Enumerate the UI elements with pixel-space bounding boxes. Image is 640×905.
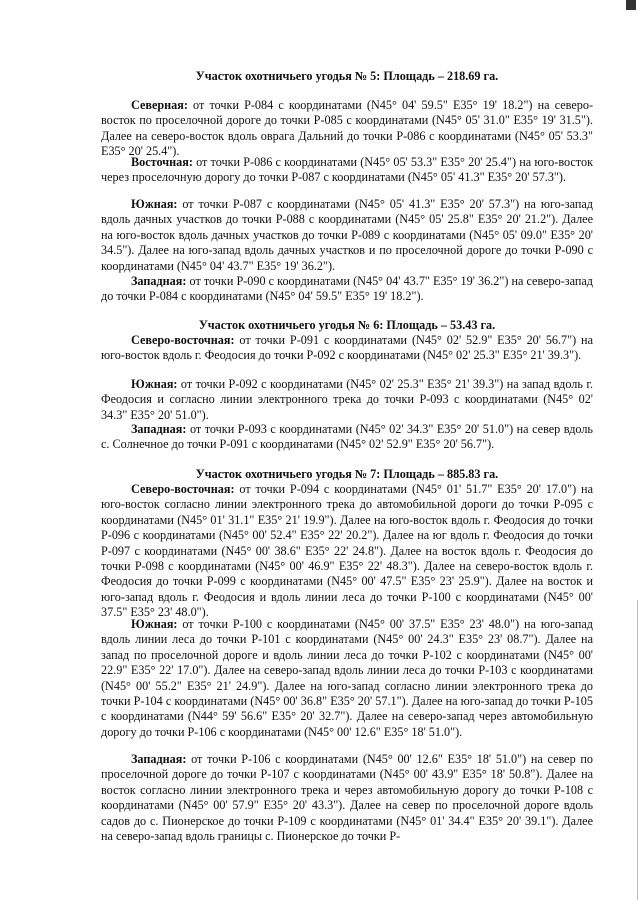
boundary-label: Южная: xyxy=(131,617,178,631)
boundary-text: от точки Р-094 с координатами (N45° 01' 51.7" E35° 20' 17.0") на юго-восток согласно линии электронного трека до автомобильной дороги до точки Р-095 с координатами (N45° 01' 31.1" E35° 21' 19.9"). Далее на юго-восток вдоль г. Феодосия до точки Р-096 с координатами (N45° 00' 52.4" E35° 22' 20.2"). Далее на юг вдоль г. Феодосия до точки Р-097 с координатами (N45° 00' 38.6" E35° 22' 24.8"). Далее на восток вдоль г. Феодосия до точки Р-098 с координатами (N45° 00' 46.9" E35° 22' 48.3"). Далее на северо-восток вдоль г. Феодосия до точки Р-099 с координатами (N45° 00' 47.5" E35° 23' 25.9"). Далее на восток и юго-запад вдоль г. Феодосия и вдоль линии леса до точки Р-100 с координатами (N45° 00' 37.5" E35° 23' 48.0"). xyxy=(101,482,593,620)
boundary-text: от точки Р-087 с координатами (N45° 05' 41.3" E35° 20' 57.3") на юго-запад вдоль дачных участков до точки Р-088 с координатами (N45° 05' 25.8" E35° 20' 21.2"). Далее на юго-восток вдоль дачных участков до точки Р-089 с координатами (N45° 05' 09.0" E35° 20' 34.5"). Далее на юго-запад вдоль дачных участков и по проселочной дороге до точки Р-090 с координатами (N45° 04' 43.7" E35° 19' 36.2"). xyxy=(101,197,593,273)
boundary-text: от точки Р-106 с координатами (N45° 00' 12.6" E35° 18' 51.0") на север по проселочной дороге до точки Р-107 с координатами (N45° 00' 43.9" E35° 18' 50.8"). Далее на восток согласно линии электронного трека и через автомобильную дорогу до точки Р-108 с координатами (N45° 00' 57.9" E35° 20' 43.3"). Далее на север по проселочной дороге вдоль садов до с. Пионерское до точки Р-109 с координатами (N45° 01' 34.4" E35° 20' 39.1"). Далее на северо-запад вдоль границы с. Пионерское до точки Р- xyxy=(101,752,593,844)
boundary-label: Восточная: xyxy=(131,155,193,169)
boundary-text: от точки Р-091 с координатами (N45° 02' 52.9" E35° 20' 56.7") на юго-восток вдоль г. Феодосия до точки Р-092 с координатами (N45° 02' 25.3" E35° 21' 39.3"). xyxy=(101,333,593,363)
boundary-paragraph xyxy=(101,274,593,305)
document-page xyxy=(101,0,593,905)
section-title: Участок охотничьего угодья № 5: Площадь – 218.69 га. xyxy=(195,69,499,83)
section-title: Участок охотничьего угодья № 6: Площадь – 53.43 га. xyxy=(198,318,496,332)
boundary-label: Северная: xyxy=(131,98,188,112)
boundary-paragraph xyxy=(101,422,593,453)
boundary-label: Западная: xyxy=(131,752,187,766)
boundary-paragraph xyxy=(101,482,593,621)
boundary-paragraph xyxy=(101,197,593,274)
boundary-text: от точки Р-086 с координатами (N45° 05' 53.3" E35° 20' 25.4") на юго-восток через проселочную дорогу до точки Р-087 с координатами (N45° 05' 41.3" E35° 20' 57.3"). xyxy=(101,155,593,185)
boundary-text: от точки Р-084 с координатами (N45° 04' 59.5" E35° 19' 18.2") на северо-восток по проселочной дороге до точки Р-085 с координатами (N45° 05' 31.0" E35° 19' 31.5"). Далее на северо-восток вдоль оврага Дальний до точки Р-086 с координатами (N45° 05' 53.3" E35° 20' 25.4"). xyxy=(101,98,593,159)
boundary-text: от точки Р-090 с координатами (N45° 04' 43.7" E35° 19' 36.2") на северо-запад до точки Р-084 с координатами (N45° 04' 59.5" E35° 19' 18.2"). xyxy=(101,274,593,304)
scan-edge-mark xyxy=(637,600,638,900)
boundary-text: от точки Р-100 с координатами (N45° 00' 37.5" E35° 23' 48.0") на юго-запад вдоль линии леса до точки Р-101 с координатами (N45° 00' 24.3" E35° 23' 08.7"). Далее на запад по проселочной дороге и вдоль линии леса до точки Р-102 с координатами (N45° 00' 22.9" E35° 22' 17.0"). Далее на северо-запад вдоль линии леса до точки Р-103 с координатами (N45° 00' 55.2" E35° 21' 24.9"). Далее на юго-запад согласно линии электронного трека до точки Р-104 с координатами (N45° 00' 36.8" E35° 20' 57.1"). Далее на юго-запад до точки Р-105 с координатами (N44° 59' 56.6" E35° 20' 32.7"). Далее на северо-запад через автомобильную дорогу до точки Р-106 с координатами (N45° 00' 12.6" E35° 18' 51.0"). xyxy=(101,617,593,739)
boundary-paragraph xyxy=(101,155,593,186)
boundary-paragraph xyxy=(101,752,593,844)
boundary-paragraph xyxy=(101,333,593,364)
boundary-text: от точки Р-093 с координатами (N45° 02' 34.3" E35° 20' 51.0") на север вдоль с. Солнечное до точки Р-091 с координатами (N45° 02' 52.9" E35° 20' 56.7"). xyxy=(101,422,593,452)
boundary-paragraph xyxy=(101,377,593,423)
boundary-paragraph xyxy=(101,98,593,160)
boundary-label: Западная: xyxy=(131,422,187,436)
boundary-label: Северо-восточная: xyxy=(131,482,235,496)
boundary-text: от точки Р-092 с координатами (N45° 02' 25.3" E35° 21' 39.3") на запад вдоль г. Феодосия и согласно линии электронного трека до точки Р-093 с координатами (N45° 02' 34.3" E35° 20' 51.0"). xyxy=(101,377,593,422)
boundary-label: Северо-восточная: xyxy=(131,333,235,347)
section-title: Участок охотничьего угодья № 7: Площадь – 885.83 га. xyxy=(195,467,499,481)
boundary-label: Южная: xyxy=(131,377,178,391)
scan-corner-mark xyxy=(626,0,636,10)
boundary-paragraph xyxy=(101,617,593,740)
boundary-label: Южная: xyxy=(131,197,178,211)
boundary-label: Западная: xyxy=(131,274,187,288)
